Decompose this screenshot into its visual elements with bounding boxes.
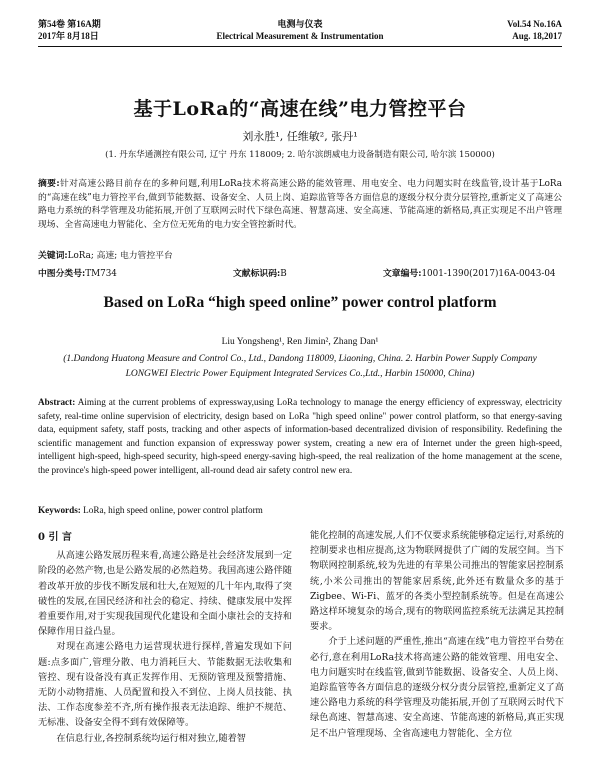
paper-title-cn: 基于LoRa的“高速在线”电力管控平台 [133,98,467,120]
journal-header [38,18,562,42]
classification-row [38,266,562,279]
doc-code [233,266,287,279]
keywords-en-text: LoRa, high speed online, power control platform [83,505,263,515]
issue-date: 2017年 8月18日 [38,31,99,41]
journal-title-en: Electrical Measurement & Instrumentation [216,31,384,41]
body-paragraph: 从高速公路发展历程来看,高速公路是社会经济发展到一定阶段的必然产物,也是公路发展的必然趋势。我国高速公路伴随着改革开放的步伐不断发展和壮大,在短短的几十年内,取得了突破性的发展,在国民经济和社会的稳定、持续、健康发展中发挥着重要作用,对于实现我国现代化建设和全面小康社会的支持和保障作用日益凸显。 [38,550,292,638]
keywords-cn-text: LoRa; 高速; 电力管控平台 [67,251,173,261]
journal-title-cn: 电测与仪表 [277,19,323,29]
body-column-right [310,528,564,774]
body-paragraph: 在信息行业,各控制系统均运行相对独立,随着智 [56,732,246,744]
authors-en: Liu Yongsheng¹, Ren Jimin², Zhang Dan¹ [221,337,379,347]
paper-title-en: Based on LoRa “high speed online” power control platform [103,294,497,311]
clc-value: TM734 [85,269,117,279]
affiliation-en: (1.Dandong Huatong Measure and Control Co., Ltd., Dandong 118009, Liaoning, China. 2. Harbin Power Supply Company LONGWEI Electric Power Equipment Integrated Services Co.,Ltd., Harbin 150000, China) [63,354,537,379]
header-divider [38,46,562,47]
keywords-en-label: Keywords: [38,505,81,515]
keywords-cn [38,250,562,263]
volume-issue-en: Vol.54 No.16A [507,19,562,29]
journal-title [38,18,562,42]
doc-label: 文献标识码: [233,269,281,279]
keywords-en [38,505,562,515]
body-paragraph: 对现在高速公路电力运营现状进行探样,普遍发现如下问题:点多面广,管理分散、电力消耗巨大、节能数据无法收集和管控、现有设备没有真正发挥作用、无预防管理及预警措施、无防小动物措施、人员配置和投入不到位、上岗人员技能、执法、工作态度参差不齐,所有操作报表无法追踪、维护不规范、无标准、设备安全得不到有效保障等。 [38,641,292,729]
authors-cn: 刘永胜¹, 任维敏², 张丹¹ [242,130,358,143]
abstract-cn [38,178,562,232]
body-column-left [38,528,292,774]
keywords-cn-label: 关键词: [38,251,68,261]
volume-issue: 第54卷 第16A期 [38,19,101,29]
issue-info-en [507,18,562,42]
issue-date-en: Aug. 18,2017 [512,31,562,41]
art-label: 文章编号: [383,269,422,279]
clc-label: 中图分类号: [38,269,86,279]
doc-value: B [280,269,287,279]
clc-number [38,266,117,279]
art-value: 1001-1390(2017)16A-0043-04 [421,269,556,279]
affiliation-cn: (1. 丹东华通测控有限公司, 辽宁 丹东 118009; 2. 哈尔滨朗威电力设备制造有限公司, 哈尔滨 150000) [105,150,495,160]
article-number [383,266,556,279]
abstract-en-label: Abstract: [38,397,76,407]
section-heading: 0 引 言 [38,532,72,543]
abstract-en-text: Aiming at the current problems of expressway,using LoRa technology to manage the energy efficiency of expressway, electricity safety, real-time online supervision of electricity, design based on LoRa "high speed online" power control platform, so that energy-saving data, equipment safety, staff posts, tracking and other aspects of information-based decentralized division of responsibility. Redefining the scientific management and function expansion of expressway power system, creating a new era of Internet under the green high-speed, intelligent high-speed, high-speed security, high-speed energy-saving high-speed, the real realization of the home management at the scene, the province's high-speed power intelligent, all-round dead air safety control new era. [38,397,562,475]
body-paragraph: 介于上述问题的严重性,推出“高速在线”电力管控平台势在必行,意在利用LoRa技术将高速公路的能效管理、用电安全、电力问题实时在线监管,做到节能数据、设备安全、人员上岗、追踪监管等各方面信息的逐级分权分责分层管控,重新定义了高速公路电力系统的科学管理及功能拓展,开创了互联网云时代下绿色高速、智慧高速、安全高速、节能高速的新格局,真正实现足不出户管理现场、全省高速电力智能化、全方位 [310,636,564,739]
body-paragraph: 能化控制的高速发展,人们不仅要求系统能够稳定运行,对系统的控制要求也相应提高,这为物联网提供了广阔的发展空间。当下物联网控制系统,较为先进的有苹果公司推出的智能家居控制系统,小米公司推出的智能家居系统,此外还有数量众多的基于Zigbee、Wi-Fi、蓝牙的各类小型控制系统等。但是在高速公路这样环境复杂的场合,现有的物联网监控系统无法满足其控制要求。 [310,530,564,633]
abstract-cn-label: 摘要: [38,179,60,189]
abstract-cn-text: 针对高速公路目前存在的多种问题,利用LoRa技术将高速公路的能效管理、用电安全、电力问题实时在线监管,设计基于LoRa的“高速在线”电力管控平台,做到节能数据、设备安全、人员上岗、追踪监管等各方面信息的逐级分权分责分层管控,重新定义了高速公路电力系统的科学管理及功能拓展,开创了互联网云时代下绿色高速、智慧高速、安全高速、节能高速的新格局,真正实现足不出户管理现场、全省高速电力智能化、全方位无死角的电力安全管控新时代。 [38,179,562,230]
abstract-en [38,396,562,478]
